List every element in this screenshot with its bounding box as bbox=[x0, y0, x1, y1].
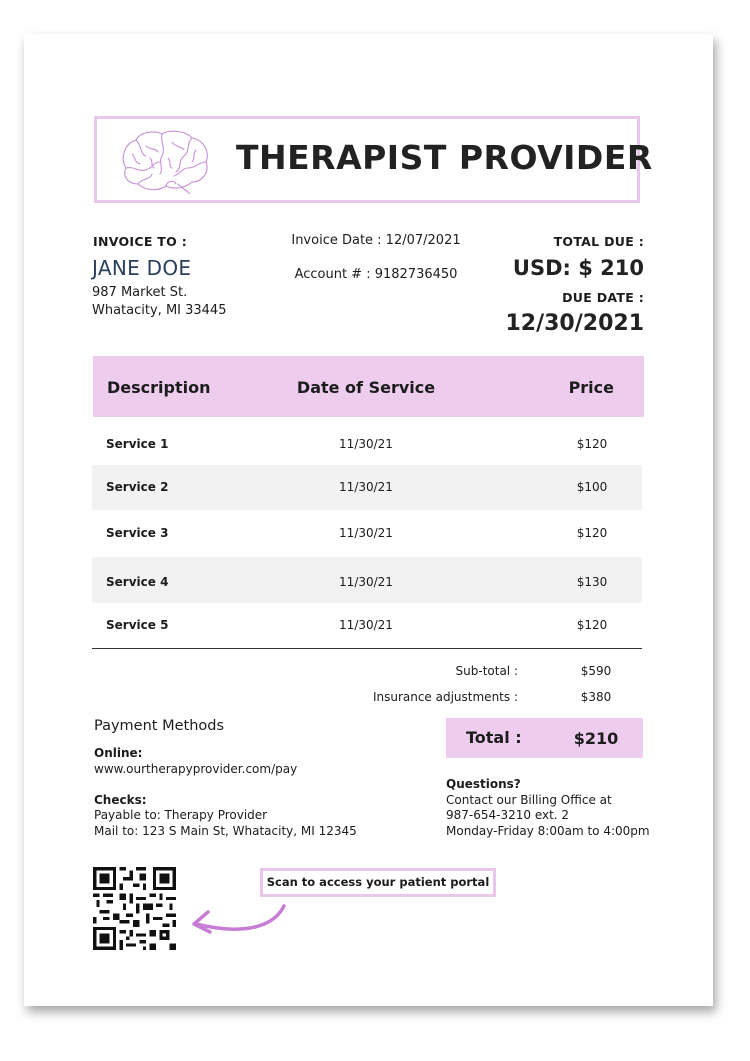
qr-code-icon[interactable] bbox=[93, 867, 176, 950]
col-price: Price bbox=[568, 378, 614, 397]
total-due-label: TOTAL DUE : bbox=[553, 234, 644, 249]
total-value: $210 bbox=[573, 729, 619, 748]
checks-label: Checks: bbox=[94, 793, 147, 807]
row-price: $100 bbox=[576, 480, 608, 494]
row-description: Service 3 bbox=[106, 526, 169, 540]
address-line-2: Whatacity, MI 33445 bbox=[92, 303, 227, 318]
online-label: Online: bbox=[94, 746, 143, 760]
col-date: Date of Service bbox=[296, 378, 436, 397]
questions-label: Questions? bbox=[446, 777, 521, 791]
client-name: JANE DOE bbox=[92, 256, 192, 280]
questions-line-2: 987-654-3210 ext. 2 bbox=[446, 808, 570, 822]
row-description: Service 4 bbox=[106, 575, 169, 589]
row-date: 11/30/21 bbox=[339, 526, 393, 540]
row-date: 11/30/21 bbox=[339, 437, 393, 451]
account-number: Account # : 9182736450 bbox=[294, 267, 458, 282]
brain-icon bbox=[116, 128, 212, 194]
col-description: Description bbox=[107, 378, 211, 397]
invoice-to-label: INVOICE TO : bbox=[93, 234, 188, 249]
insurance-value: $380 bbox=[580, 690, 612, 704]
row-price: $120 bbox=[576, 618, 608, 632]
questions-line-3: Monday-Friday 8:00am to 4:00pm bbox=[446, 824, 650, 838]
page-title: THERAPIST PROVIDER bbox=[236, 138, 653, 177]
row-description: Service 2 bbox=[106, 480, 169, 494]
curved-arrow-icon bbox=[186, 900, 290, 942]
row-price: $120 bbox=[576, 437, 608, 451]
total-due-value: USD: $ 210 bbox=[512, 256, 644, 280]
row-date: 11/30/21 bbox=[339, 618, 393, 632]
row-price: $130 bbox=[576, 575, 608, 589]
payable-to: Payable to: Therapy Provider bbox=[94, 808, 268, 822]
due-date-value: 12/30/2021 bbox=[505, 311, 644, 336]
insurance-label: Insurance adjustments : bbox=[372, 690, 518, 704]
subtotal-label: Sub-total : bbox=[455, 664, 518, 678]
questions-line-1: Contact our Billing Office at bbox=[446, 793, 612, 807]
mail-to: Mail to: 123 S Main St, Whatacity, MI 12345 bbox=[94, 824, 357, 838]
online-url[interactable]: www.ourtherapyprovider.com/pay bbox=[94, 762, 298, 776]
row-price: $120 bbox=[576, 526, 608, 540]
payment-heading: Payment Methods bbox=[94, 718, 225, 734]
subtotal-value: $590 bbox=[580, 664, 612, 678]
row-description: Service 5 bbox=[106, 618, 169, 632]
row-date: 11/30/21 bbox=[339, 575, 393, 589]
total-label: Total : bbox=[466, 728, 522, 747]
patient-portal-callout: Scan to access your patient portal bbox=[260, 868, 496, 897]
row-description: Service 1 bbox=[106, 437, 169, 451]
due-date-label: DUE DATE : bbox=[562, 290, 644, 305]
divider bbox=[92, 648, 642, 649]
invoice-date: Invoice Date : 12/07/2021 bbox=[291, 233, 461, 248]
row-date: 11/30/21 bbox=[339, 480, 393, 494]
address-line-1: 987 Market St. bbox=[92, 285, 188, 300]
